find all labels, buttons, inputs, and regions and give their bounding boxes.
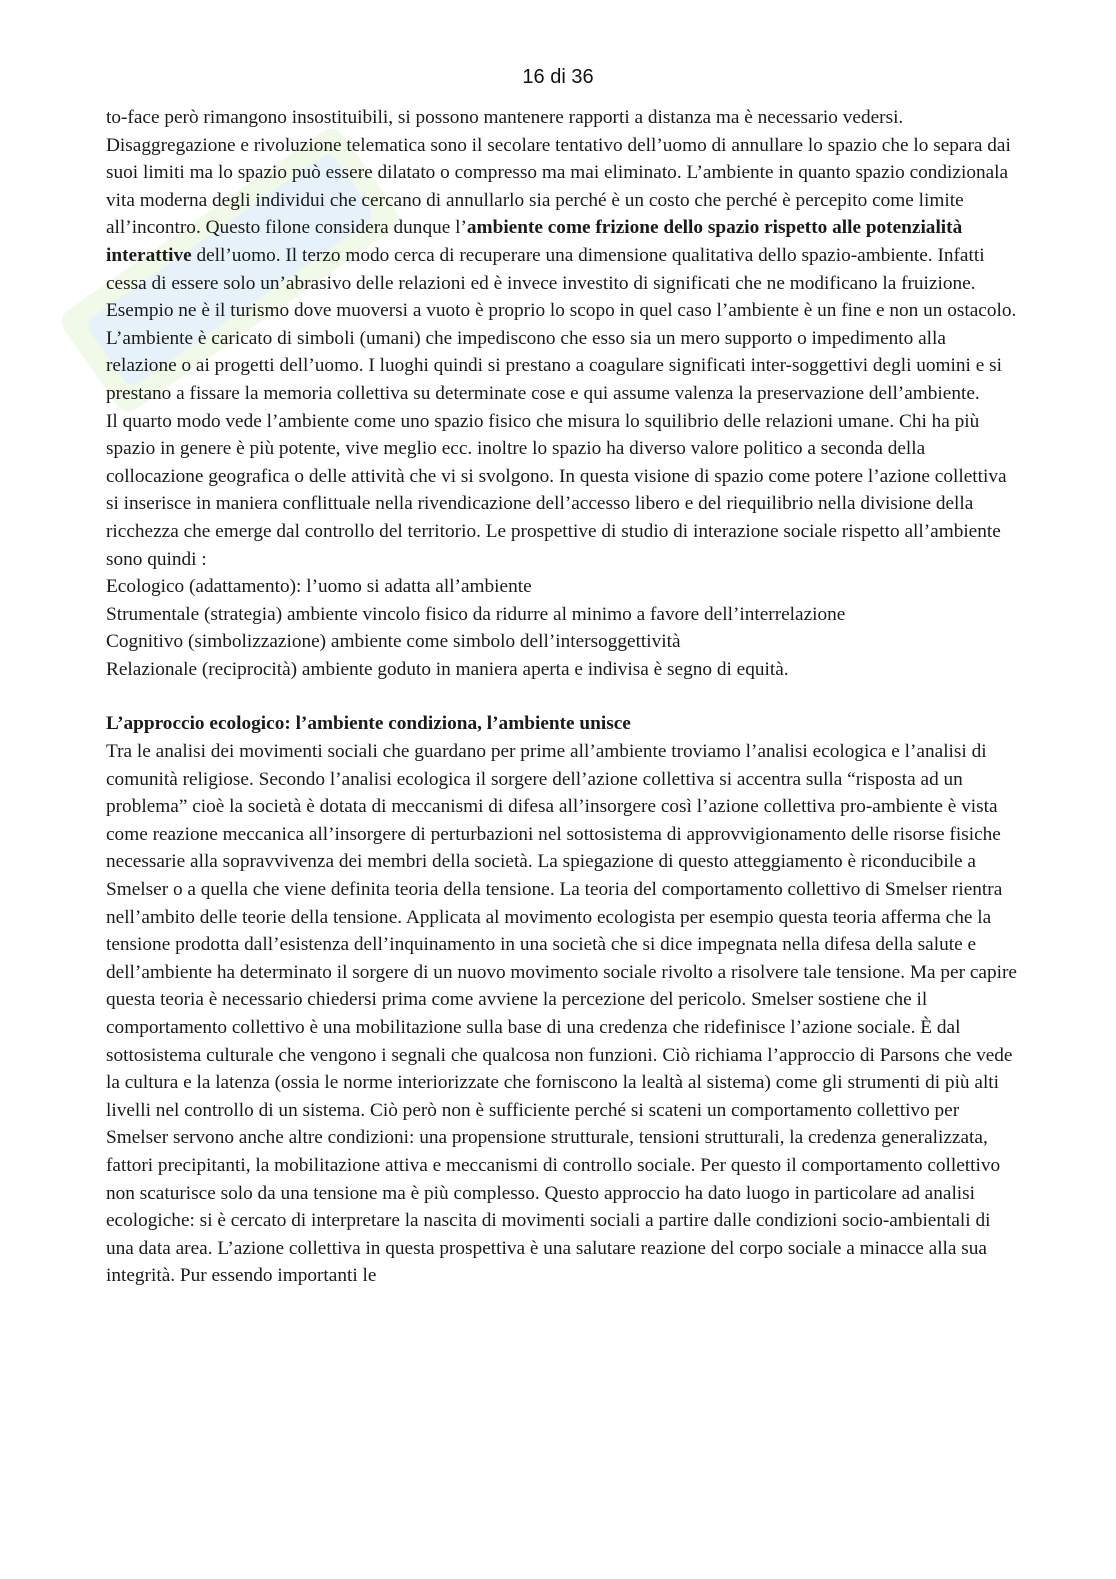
- spacer: [106, 683, 1018, 710]
- paragraph: Tra le analisi dei movimenti sociali che guardano per prime all’ambiente troviamo l’analisi ecologica e l’analisi di comunità religiose. Secondo l’analisi ecologica il sorgere dell’azione collettiva si accentra sulla “risposta ad un problema” cioè la società è dotata di meccanismi di difesa all’insorgere così l’azione collettiva pro-ambiente è vista come reazione meccanica all’insorgere di perturbazioni nel sottosistema di approvvigionamento delle risorse fisiche necessarie alla sopravvivenza dei membri della società. La spiegazione di questo atteggiamento è riconducibile a Smelser o a quella che viene definita teoria della tensione. La teoria del comportamento collettivo di Smelser rientra nell’ambito delle teorie della tensione. Applicata al movimento ecologista per esempio questa teoria afferma che la tensione prodotta dall’esistenza dell’inquinamento in una società che si dice impegnata nella difesa della salute e dell’ambiente ha determinato il sorgere di un nuovo movimento sociale rivolto a risolvere tale tensione. Ma per capire questa teoria è necessario chiedersi prima come avviene la percezione del pericolo. Smelser sostiene che il comportamento collettivo è una mobilitazione sulla base di una credenza che ridefinisce l’azione sociale. È dal sottosistema culturale che vengono i segnali che qualcosa non funzioni. Ciò richiama l’approccio di Parsons che vede la cultura e la latenza (ossia le norme interiorizzate che forniscono la lealtà al sistema) come gli strumenti di più alti livelli nel controllo di un sistema. Ciò però non è sufficiente perché si scateni un comportamento collettivo per Smelser servono anche altre condizioni: una propensione strutturale, tensioni strutturali, la credenza generalizzata, fattori precipitanti, la mobilitazione attiva e meccanismi di controllo sociale. Per questo il comportamento collettivo non scaturisce solo da una tensione ma è più complesso. Questo approccio ha dato luogo in particolare ad analisi ecologiche: si è cercato di interpretare la nascita di movimenti sociali a partire dalle condizioni socio-ambientali di una data area. L’azione collettiva in questa prospettiva è una salutare reazione del corpo sociale a minacce alla sua integrità. Pur essendo importanti le: [106, 741, 1017, 1287]
- paragraph: to-face però rimangono insostituibili, si possono mantenere rapporti a distanza ma è necessario vedersi. Disaggregazione e rivoluzione telematica sono il secolare tentativo dell’uomo di annullare lo spazio che lo separa dai suoi limiti ma lo spazio può essere dilatato o compresso ma mai eliminato. L’ambiente in quanto spazio condizionala vita moderna degli individui che cercano di annullarlo sia perché è un costo che perché è percepito come limite all’incontro. Questo filone considera dunque l’ambiente come frizione dello spazio rispetto alle potenzialità interattive dell’uomo. Il terzo modo cerca di recuperare una dimensione qualitativa dello spazio-ambiente. Infatti cessa di essere solo un’abrasivo delle relazioni ed è invece investito di significati che ne modificano la fruizione. Esempio ne è il turismo dove muoversi a vuoto è proprio lo scopo in quel caso l’ambiente è un fine e non un ostacolo. L’ambiente è caricato di simboli (umani) che impediscono che esso sia un mero supporto o impedimento alla relazione o ai progetti dell’uomo. I luoghi quindi si prestano a coagulare significati inter-soggettivi degli uomini e si prestano a fissare la memoria collettiva su determinate cose e qui assume valenza la preservazione dell’ambiente.: [106, 107, 1017, 404]
- paragraph: Il quarto modo vede l’ambiente come uno spazio fisico che misura lo squilibrio delle relazioni umane. Chi ha più spazio in genere è più potente, vive meglio ecc. inoltre lo spazio ha diverso valore politico a seconda della collocazione geografica o delle attività che vi si svolgono. In questa visione di spazio come potere l’azione collettiva si inserisce in maniera conflittuale nella rivendicazione dell’accesso libero e del riequilibrio nella divisione della ricchezza che emerge dal controllo del territorio. Le prospettive di studio di interazione sociale rispetto all’ambiente sono quindi :: [106, 410, 1007, 570]
- page-number: 16 di 36: [522, 66, 594, 88]
- section-heading: L’approccio ecologico: l’ambiente condiziona, l’ambiente unisce: [106, 713, 631, 735]
- list-item: Strumentale (strategia) ambiente vincolo fisico da ridurre al minimo a favore dell’interrelazione: [106, 603, 846, 625]
- document-body: [106, 104, 1018, 1290]
- list-item: Ecologico (adattamento): l’uomo si adatta all’ambiente: [106, 576, 532, 598]
- bold-phrase: ambiente come frizione dello spazio rispetto alle potenzialità interattive: [106, 217, 963, 266]
- list-item: Cognitivo (simbolizzazione) ambiente come simbolo dell’intersoggettività: [106, 631, 681, 653]
- list-item: Relazionale (reciprocità) ambiente goduto in maniera aperta e indivisa è segno di equità.: [106, 658, 789, 680]
